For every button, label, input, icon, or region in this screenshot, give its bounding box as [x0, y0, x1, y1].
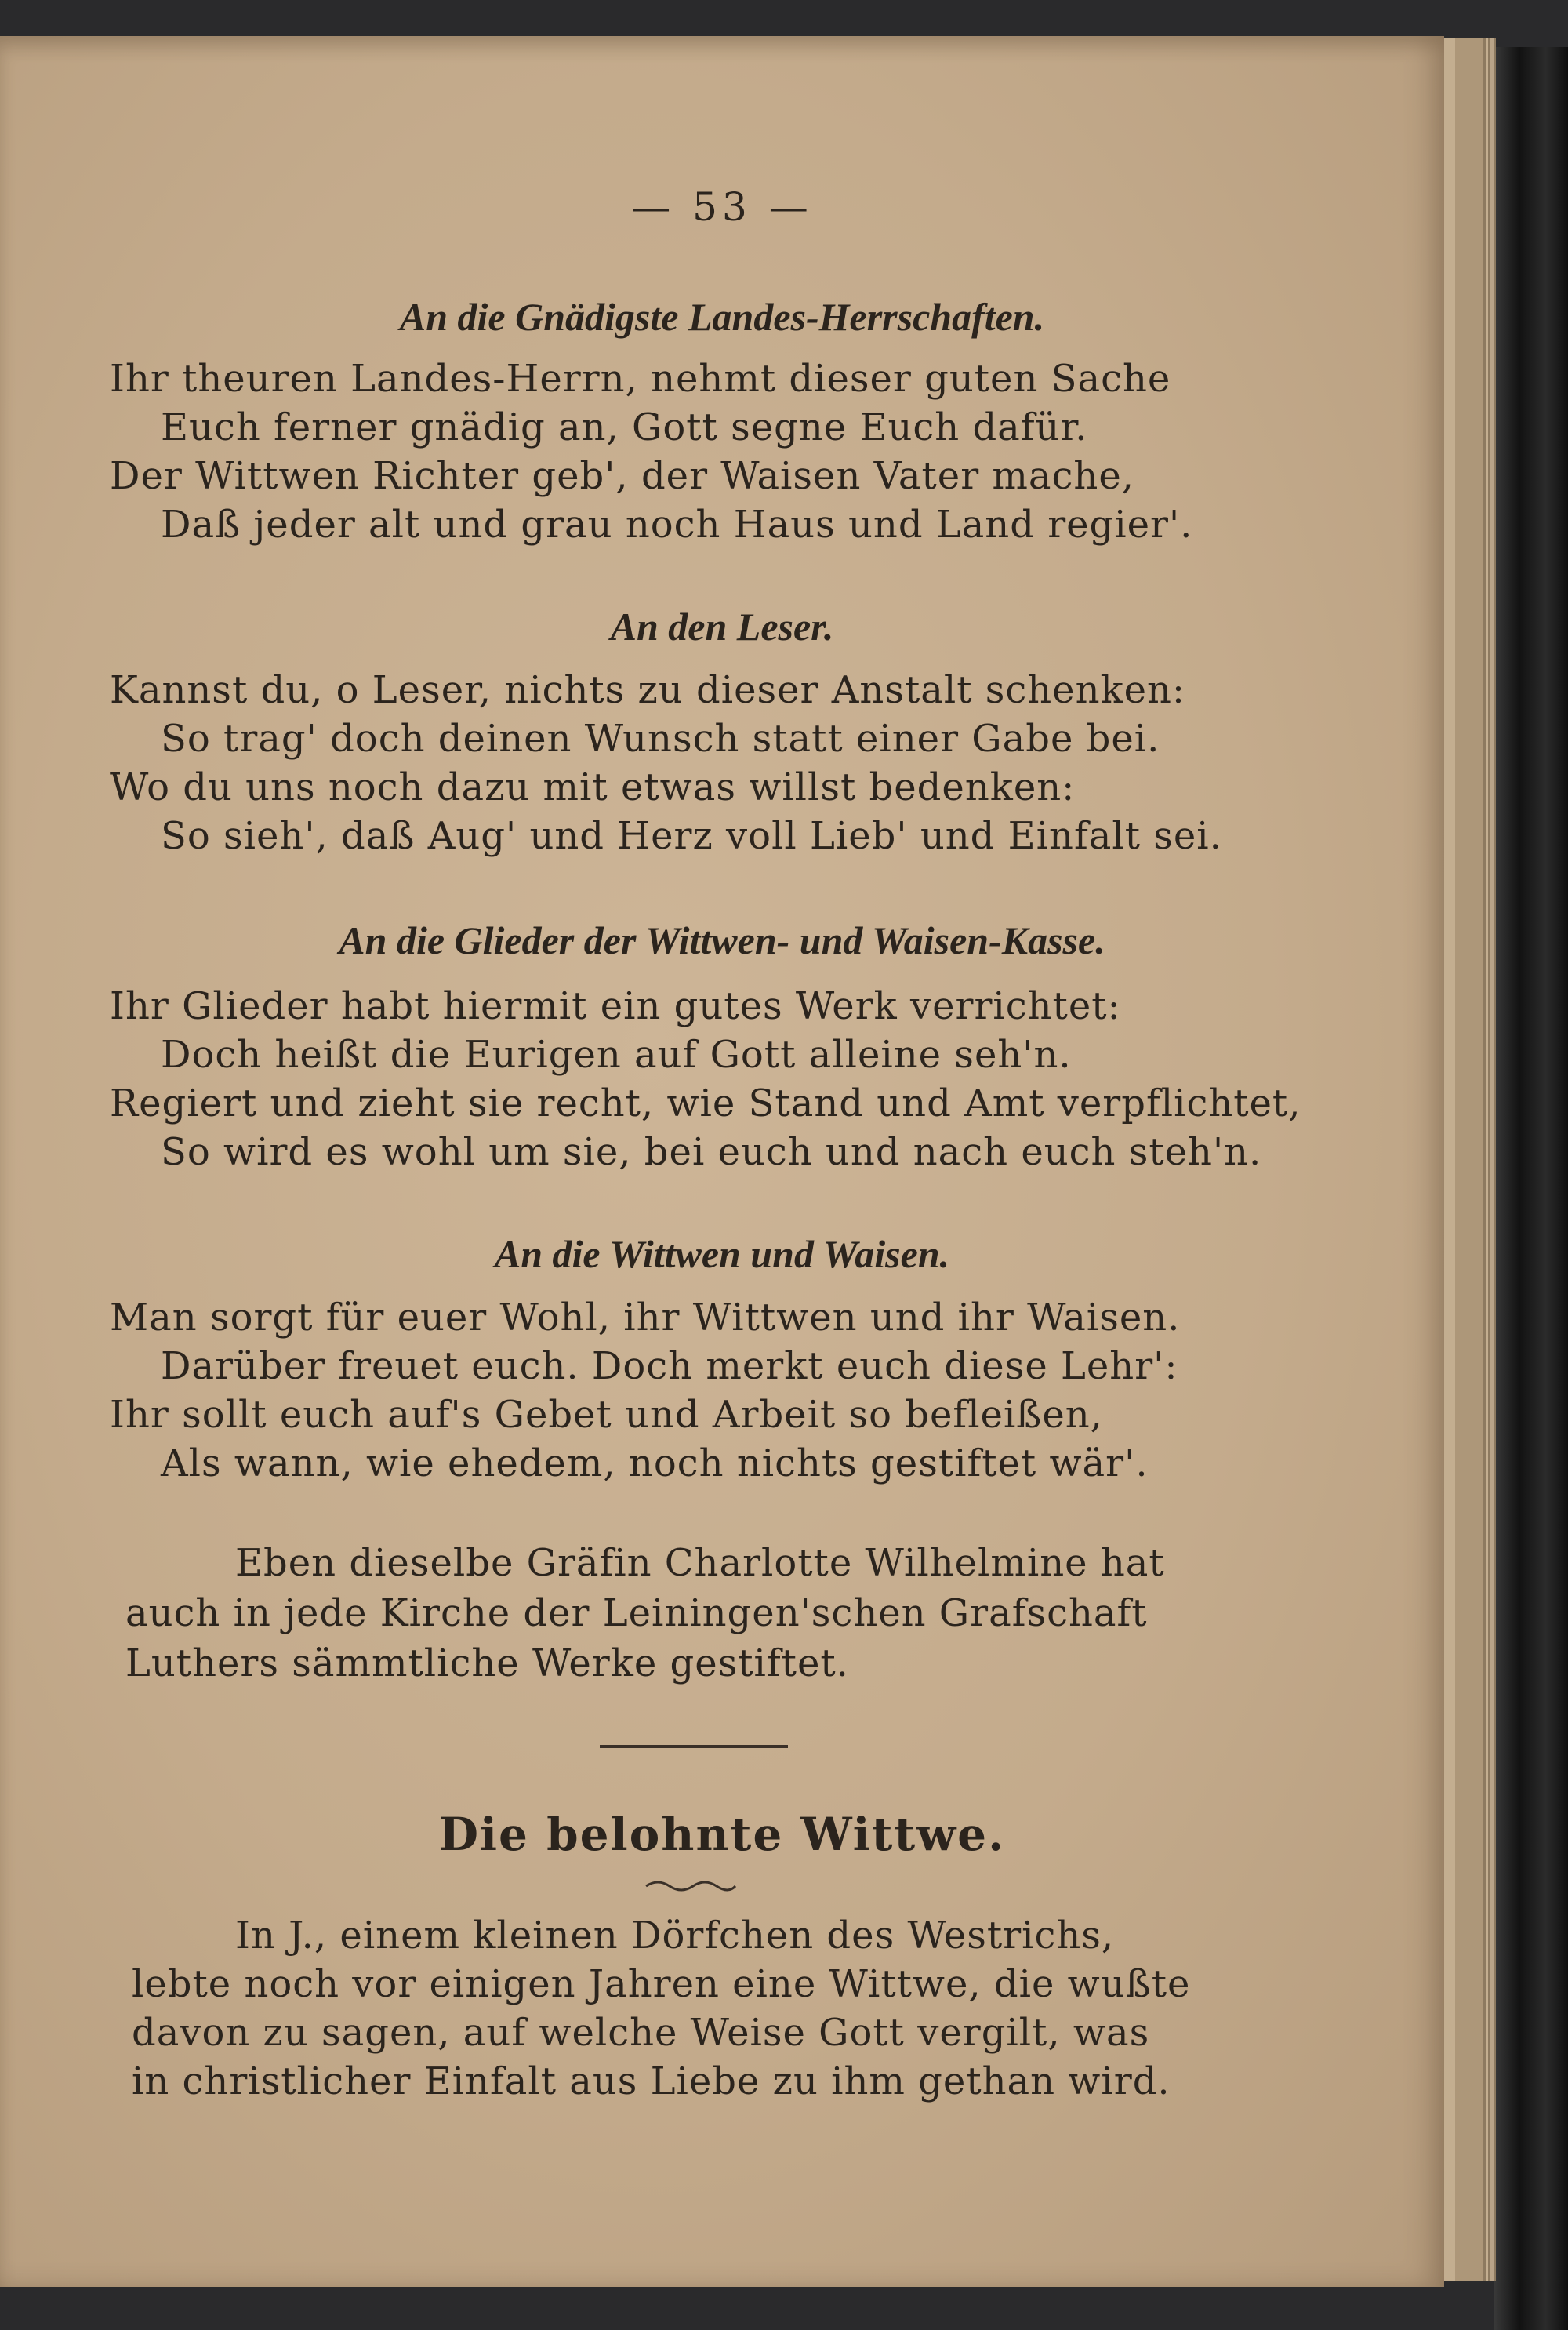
verse-line: Euch ferner gnädig an, Gott segne Euch dafür. [161, 405, 1088, 449]
verse-line: Kannst du, o Leser, nichts zu dieser Anstalt schenken: [110, 668, 1186, 712]
story-title: Die belohnte Wittwe. [438, 1808, 1006, 1861]
paragraph-line: In J., einem kleinen Dörfchen des Westrichs, [235, 1914, 1115, 1957]
paragraph-line: auch in jede Kirche der Leiningen'schen Grafschaft [125, 1591, 1148, 1635]
paragraph-line: davon zu sagen, auf welche Weise Gott vergilt, was [132, 2011, 1150, 2055]
title-ornament [643, 1877, 737, 1892]
verse-line: Daß jeder alt und grau noch Haus und Land regier'. [161, 503, 1193, 547]
section-heading: An den Leser. [610, 605, 834, 649]
verse-line: Darüber freuet euch. Doch merkt euch diese Lehr': [161, 1344, 1178, 1388]
paragraph-line: in christlicher Einfalt aus Liebe zu ihm gethan wird. [132, 2059, 1171, 2103]
verse-line: Der Wittwen Richter geb', der Waisen Vater mache, [110, 454, 1134, 498]
section-heading: An die Gnädigste Landes-Herrschaften. [399, 295, 1045, 339]
page-edge [1455, 38, 1486, 2281]
verse-line: Man sorgt für euer Wohl, ihr Wittwen und ihr Waisen. [110, 1296, 1181, 1339]
verse-line: So sieh', daß Aug' und Herz voll Lieb' und Einfalt sei. [161, 814, 1222, 858]
verse-line: Als wann, wie ehedem, noch nichts gestiftet wär'. [161, 1441, 1149, 1485]
book-binding [1494, 47, 1568, 2330]
paragraph-line: Luthers sämmtliche Werke gestiftet. [125, 1641, 849, 1685]
paragraph-line: lebte noch vor einigen Jahren eine Wittwe, die wußte [132, 1962, 1191, 2006]
verse-line: Regiert und zieht sie recht, wie Stand und Amt verpflichtet, [110, 1081, 1301, 1125]
verse-line: So wird es wohl um sie, bei euch und nach euch steh'n. [161, 1130, 1262, 1174]
verse-line: Ihr theuren Landes-Herrn, nehmt dieser guten Sache [110, 357, 1171, 401]
verse-line: Ihr Glieder habt hiermit ein gutes Werk verrichtet: [110, 984, 1121, 1028]
section-heading: An die Wittwen und Waisen. [494, 1232, 950, 1276]
paragraph-line: Eben dieselbe Gräfin Charlotte Wilhelmine hat [235, 1541, 1165, 1585]
verse-line: Ihr sollt euch auf's Gebet und Arbeit so befleißen, [110, 1393, 1103, 1437]
section-divider [600, 1745, 788, 1748]
page-number: — 53 — [631, 184, 813, 230]
verse-line: Wo du uns noch dazu mit etwas willst bedenken: [110, 765, 1076, 809]
verse-line: So trag' doch deinen Wunsch statt einer Gabe bei. [161, 717, 1160, 761]
section-heading: An die Glieder der Wittwen- und Waisen-Kasse. [339, 918, 1105, 962]
verse-line: Doch heißt die Eurigen auf Gott alleine seh'n. [161, 1033, 1072, 1077]
